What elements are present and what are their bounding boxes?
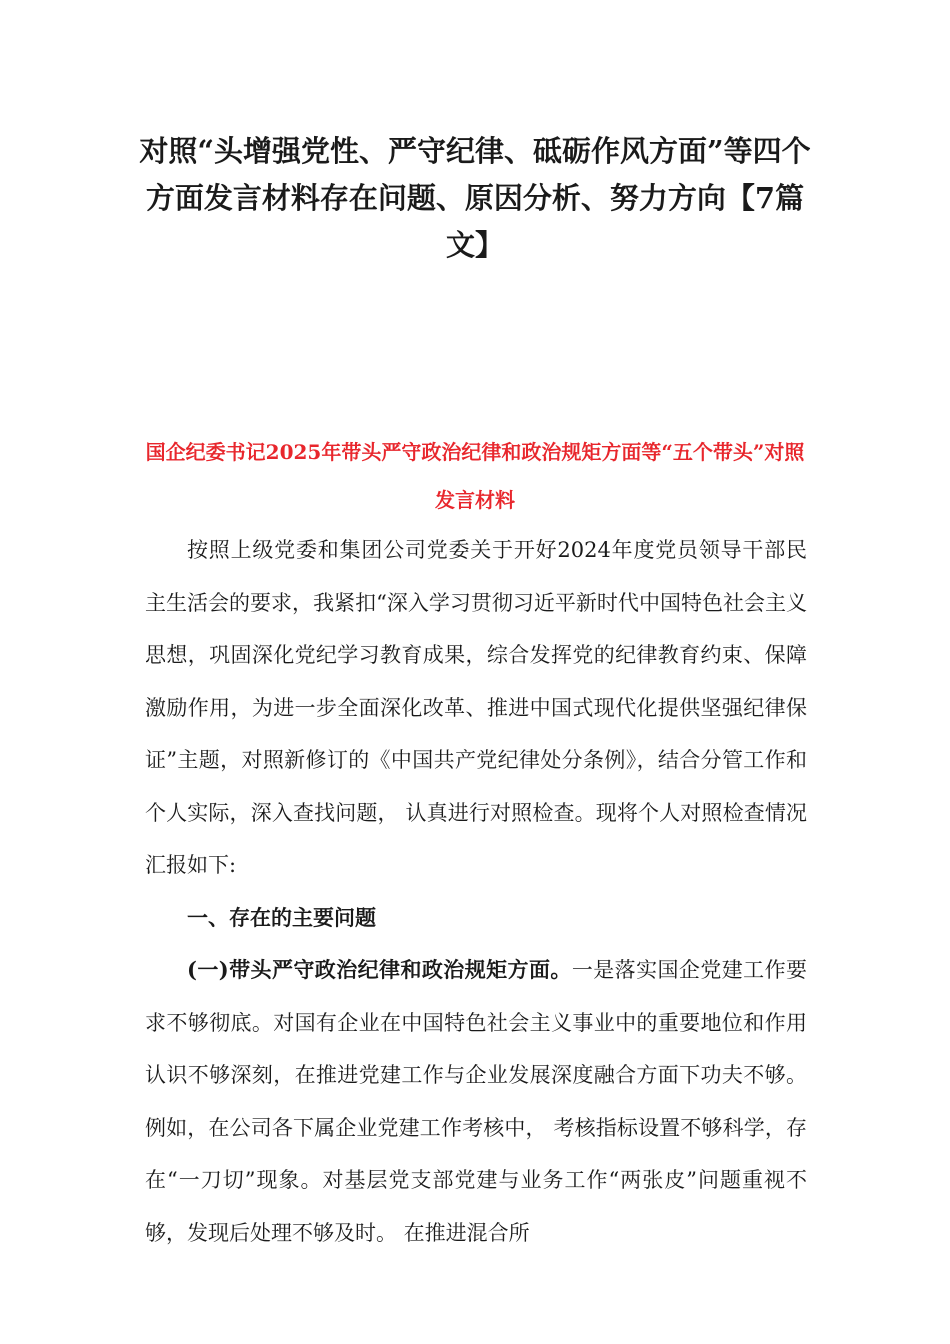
- section-heading: 一、存在的主要问题: [187, 904, 376, 930]
- document-body: [145, 524, 807, 1259]
- document-subtitle: 国企纪委书记2025年带头严守政治纪律和政治规矩方面等“五个带头”对照发言材料: [145, 440, 805, 512]
- point-one-text: 一是落实国企党建工作要求不够彻底。对国有企业在中国特色社会主义事业中的重要地位和作用认识不够深刻，在推进党建工作与企业发展深度融合方面下功夫不够。例如，在公司各下属企业党建工作考核中， 考核指标设置不够科学，存在“一刀切”现象。对基层党支部党建与业务工作“两张皮”问题重视不够，发现后处理不够及时。 在推进混合所: [145, 958, 808, 1245]
- document-title: 对照“头增强党性、严守纪律、砥砺作风方面”等四个方面发言材料存在问题、原因分析、努力方向【7篇文】: [139, 134, 811, 262]
- intro-paragraph: 按照上级党委和集团公司党委关于开好2024年度党员领导干部民主生活会的要求，我紧扣“深入学习贯彻习近平新时代中国特色社会主义思想，巩固深化党纪学习教育成果，综合发挥党的纪律教育约束、保障激励作用，为进一步全面深化改革、推进中国式现代化提供坚强纪律保证”主题，对照新修订的《中国共产党纪律处分条例》，结合分管工作和个人实际，深入查找问题， 认真进行对照检查。现将个人对照检查情况汇报如下:: [145, 538, 807, 877]
- point-one-lead: (一)带头严守政治纪律和政治规矩方面。: [187, 957, 572, 982]
- point-one-paragraph: [145, 944, 807, 1259]
